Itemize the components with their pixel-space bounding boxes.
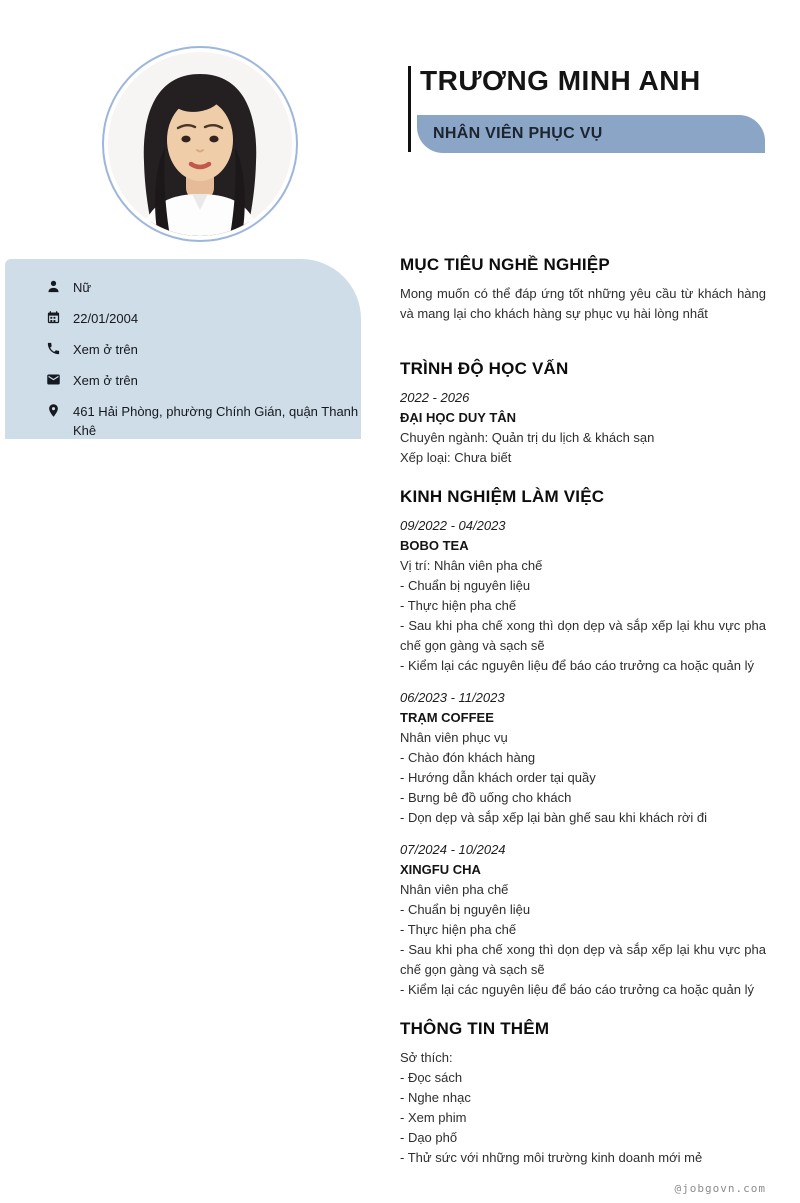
job-period: 07/2024 - 10/2024 — [400, 842, 506, 857]
job-period: 09/2022 - 04/2023 — [400, 518, 506, 533]
job-detail: Nhân viên phục vụ — [400, 730, 508, 745]
profile-photo-frame — [102, 46, 298, 242]
person-icon — [45, 278, 61, 294]
info-row-birthdate — [45, 309, 361, 328]
additional-line: Sở thích: — [400, 1050, 453, 1065]
education-school: ĐẠI HỌC DUY TÂN — [400, 410, 517, 425]
job-detail: - Hướng dẫn khách order tại quầy — [400, 770, 596, 785]
address-value: 461 Hải Phòng, phường Chính Gián, quận Thanh Khê — [73, 404, 359, 438]
education-detail: Xếp loại: Chưa biết — [400, 450, 512, 465]
profile-photo-illustration — [108, 52, 292, 236]
header-accent-rule — [408, 66, 411, 152]
additional-line: - Dạo phố — [400, 1130, 458, 1145]
location-icon — [45, 402, 61, 418]
candidate-name: TRƯƠNG MINH ANH — [420, 65, 701, 96]
job-detail: - Thực hiện pha chế — [400, 922, 517, 937]
section-heading-objective: MỤC TIÊU NGHỀ NGHIỆP — [400, 255, 610, 274]
education-detail: Chuyên ngành: Quản trị du lịch & khách sạn — [400, 430, 655, 445]
birthdate-value: 22/01/2004 — [73, 311, 139, 326]
job-detail: - Bưng bê đồ uống cho khách — [400, 790, 572, 805]
info-row-phone — [45, 340, 361, 359]
additional-line: - Thử sức với những môi trường kinh doanh mới mẻ — [400, 1150, 703, 1165]
additional-line: - Xem phim — [400, 1110, 467, 1125]
job-detail: - Thực hiện pha chế — [400, 598, 517, 613]
phone-value: Xem ở trên — [73, 342, 138, 357]
section-heading-additional: THÔNG TIN THÊM — [400, 1019, 550, 1038]
email-icon — [45, 371, 61, 387]
info-row-gender — [45, 278, 361, 297]
job-title-banner — [417, 115, 765, 153]
email-value: Xem ở trên — [73, 373, 138, 388]
job-detail: - Chào đón khách hàng — [400, 750, 536, 765]
job-detail: - Chuẩn bị nguyên liệu — [400, 578, 531, 593]
job-title: NHÂN VIÊN PHỤC VỤ — [433, 125, 603, 142]
education-period: 2022 - 2026 — [400, 390, 470, 405]
site-watermark: @jobgovn.com — [674, 1182, 766, 1195]
objective-body: Mong muốn có thể đáp ứng tốt những yêu cầu từ khách hàng và mang lại cho khách hàng sự phục vụ hài lòng nhất — [400, 286, 766, 321]
job-detail: - Dọn dẹp và sắp xếp lại bàn ghế sau khi khách rời đi — [400, 810, 707, 825]
additional-line: - Đọc sách — [400, 1070, 463, 1085]
info-row-email — [45, 371, 361, 390]
job-company: XINGFU CHA — [400, 862, 481, 877]
section-heading-experience: KINH NGHIỆM LÀM VIỆC — [400, 487, 605, 506]
job-detail: - Chuẩn bị nguyên liệu — [400, 902, 531, 917]
gender-value: Nữ — [73, 280, 92, 295]
job-company: TRẠM COFFEE — [400, 710, 494, 725]
job-company: BOBO TEA — [400, 538, 469, 553]
calendar-icon — [45, 309, 61, 325]
job-period: 06/2023 - 11/2023 — [400, 690, 505, 705]
additional-line: - Nghe nhạc — [400, 1090, 471, 1105]
job-detail: - Kiểm lại các nguyên liệu để báo cáo trưởng ca hoặc quản lý — [400, 658, 754, 673]
info-row-address — [45, 402, 361, 440]
job-detail: - Kiểm lại các nguyên liệu để báo cáo trưởng ca hoặc quản lý — [400, 982, 754, 997]
profile-photo — [108, 52, 292, 236]
phone-icon — [45, 340, 61, 356]
job-detail: Vị trí: Nhân viên pha chế — [400, 558, 543, 573]
section-heading-education: TRÌNH ĐỘ HỌC VẤN — [400, 359, 569, 378]
cv-main-content — [400, 252, 766, 1168]
job-detail: Nhân viên pha chế — [400, 882, 509, 897]
header — [408, 64, 768, 153]
job-detail: - Sau khi pha chế xong thì dọn dẹp và sắp xếp lại khu vực pha chế gọn gàng và sạch sẽ — [400, 618, 766, 653]
job-detail: - Sau khi pha chế xong thì dọn dẹp và sắp xếp lại khu vực pha chế gọn gàng và sạch sẽ — [400, 942, 766, 977]
personal-info-panel — [5, 259, 361, 439]
